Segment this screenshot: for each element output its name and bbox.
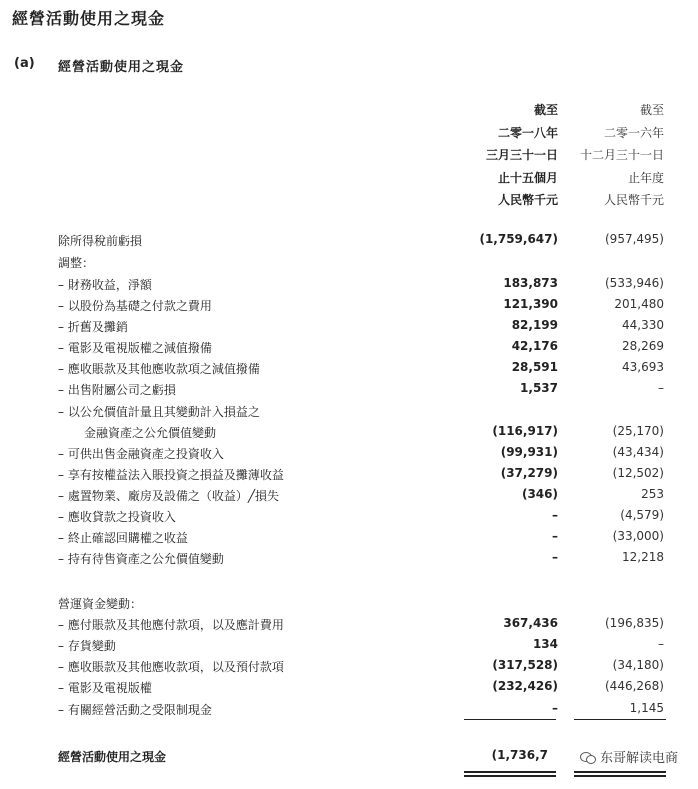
row-label: – 持有待售資產之公允價值變動 (58, 552, 224, 566)
subtotal-rule-current (464, 719, 556, 720)
header-line: 截至 (639, 103, 664, 117)
row-label: – 應收貸款之投資收入 (58, 510, 176, 524)
row-label: – 存貨變動 (58, 639, 116, 653)
row-value-current: 134 (532, 637, 558, 651)
column-header-current (486, 99, 558, 212)
row-value-prior: 253 (641, 487, 664, 501)
row-value-current: (317,528) (492, 658, 558, 672)
row-label: – 財務收益，淨額 (58, 278, 152, 292)
row-value-prior: (196,835) (605, 616, 664, 630)
row-value-prior: (446,268) (605, 679, 664, 693)
header-line: 止年度 (627, 170, 664, 185)
row-label: – 應收賬款及其他應收款項之減值撥備 (58, 362, 260, 376)
row-value-prior: – (658, 637, 664, 651)
row-label: 除所得稅前虧損 (58, 234, 143, 248)
wechat-icon (580, 750, 596, 764)
table-row (0, 379, 698, 400)
row-value-current: – (552, 550, 558, 564)
total-rule-current-2 (464, 775, 556, 777)
table-row (0, 422, 698, 443)
table-row (0, 548, 698, 569)
total-label: 經營活動使用之現金 (58, 750, 167, 764)
row-value-prior: (12,502) (612, 466, 664, 480)
row-value-current: 28,591 (511, 360, 558, 374)
column-header-prior (580, 99, 664, 212)
total-rule-prior-2 (574, 775, 666, 777)
row-value-prior: (34,180) (612, 658, 664, 672)
table-row (0, 230, 698, 251)
row-value-current: 121,390 (503, 297, 558, 311)
row-value-current: – (552, 701, 558, 715)
row-value-prior: 12,218 (622, 550, 664, 564)
watermark-text: 东哥解读电商 (599, 751, 678, 766)
header-line: 三月三十一日 (485, 148, 558, 163)
page-title: 經營活動使用之現金 (12, 9, 166, 28)
row-label: – 享有按權益法入賬投資之損益及攤薄收益 (58, 468, 284, 482)
table-row (0, 593, 698, 614)
table-row (0, 677, 698, 698)
table-row (0, 401, 698, 422)
row-label: – 應付賬款及其他應付款項，以及應計費用 (58, 618, 284, 632)
row-value-prior: (25,170) (612, 424, 664, 438)
row-value-current: (346) (521, 487, 558, 501)
table-row (0, 443, 698, 464)
row-label: – 以股份為基礎之付款之費用 (58, 299, 212, 313)
table-row (0, 485, 698, 506)
row-value-current: (116,917) (492, 424, 558, 438)
table-row (0, 699, 698, 720)
row-label: – 有關經營活動之受限制現金 (58, 703, 212, 717)
row-value-current: (232,426) (492, 679, 558, 693)
row-value-current: – (552, 508, 558, 522)
row-value-prior: (957,495) (605, 232, 664, 246)
header-line: 截至 (533, 103, 558, 117)
row-value-current: – (552, 529, 558, 543)
total-value-current: (1,736,7 (491, 748, 548, 762)
row-value-prior: (533,946) (605, 276, 664, 290)
row-value-prior: 1,145 (629, 701, 664, 715)
header-line: 十二月三十一日 (579, 148, 664, 163)
row-value-prior: 43,693 (622, 360, 664, 374)
section-label: (a) (14, 56, 35, 71)
row-value-current: (1,759,647) (479, 232, 558, 246)
total-rule-current-1 (464, 771, 556, 773)
row-value-current: 1,537 (520, 381, 558, 395)
row-value-current: (37,279) (500, 466, 558, 480)
row-label: – 可供出售金融資產之投資收入 (58, 447, 224, 461)
row-value-current: 367,436 (503, 616, 558, 630)
table-row (0, 635, 698, 656)
row-value-prior: 44,330 (622, 318, 664, 332)
table-row (0, 337, 698, 358)
header-line: 人民幣千元 (497, 193, 558, 208)
row-label: 營運資金變動： (58, 597, 143, 611)
row-label: – 電影及電視版權之減值撥備 (58, 341, 212, 355)
row-label: – 電影及電視版權 (58, 681, 152, 695)
row-value-current: 82,199 (511, 318, 558, 332)
table-row (0, 656, 698, 677)
total-rule-prior-1 (574, 771, 666, 773)
table-row (0, 295, 698, 316)
header-line: 人民幣千元 (603, 193, 664, 208)
header-line: 止十五個月 (497, 170, 558, 185)
watermark (574, 745, 684, 768)
table-row (0, 527, 698, 548)
row-value-prior: (33,000) (612, 529, 664, 543)
row-value-current: (99,931) (500, 445, 558, 459)
row-label: – 終止確認回購權之收益 (58, 531, 188, 545)
table-row (0, 274, 698, 295)
row-label: – 出售附屬公司之虧損 (58, 383, 176, 397)
row-label: – 以公允價值計量且其變動計入損益之 (58, 405, 260, 419)
row-value-prior: 28,269 (622, 339, 664, 353)
table-row (0, 464, 698, 485)
header-line: 二零一六年 (603, 125, 664, 140)
table-row (0, 506, 698, 527)
table-row (0, 358, 698, 379)
row-label: – 折舊及攤銷 (58, 320, 128, 334)
row-label: – 應收賬款及其他應收款項，以及預付款項 (58, 660, 284, 674)
row-label: 金融資產之公允價值變動 (84, 426, 217, 440)
table-row (0, 252, 698, 273)
row-label: – 處置物業、廠房及設備之（收益）╱損失 (58, 489, 280, 503)
row-value-current: 183,873 (503, 276, 558, 290)
table-row (0, 316, 698, 337)
row-value-prior: 201,480 (614, 297, 664, 311)
section-title: 經營活動使用之現金 (58, 60, 185, 75)
header-line: 二零一八年 (497, 125, 558, 140)
row-value-prior: (4,579) (620, 508, 664, 522)
row-value-prior: (43,434) (612, 445, 664, 459)
table-row (0, 614, 698, 635)
subtotal-rule-prior (574, 719, 666, 720)
row-label: 調整： (58, 256, 95, 270)
row-value-prior: – (658, 381, 664, 395)
row-value-current: 42,176 (511, 339, 558, 353)
